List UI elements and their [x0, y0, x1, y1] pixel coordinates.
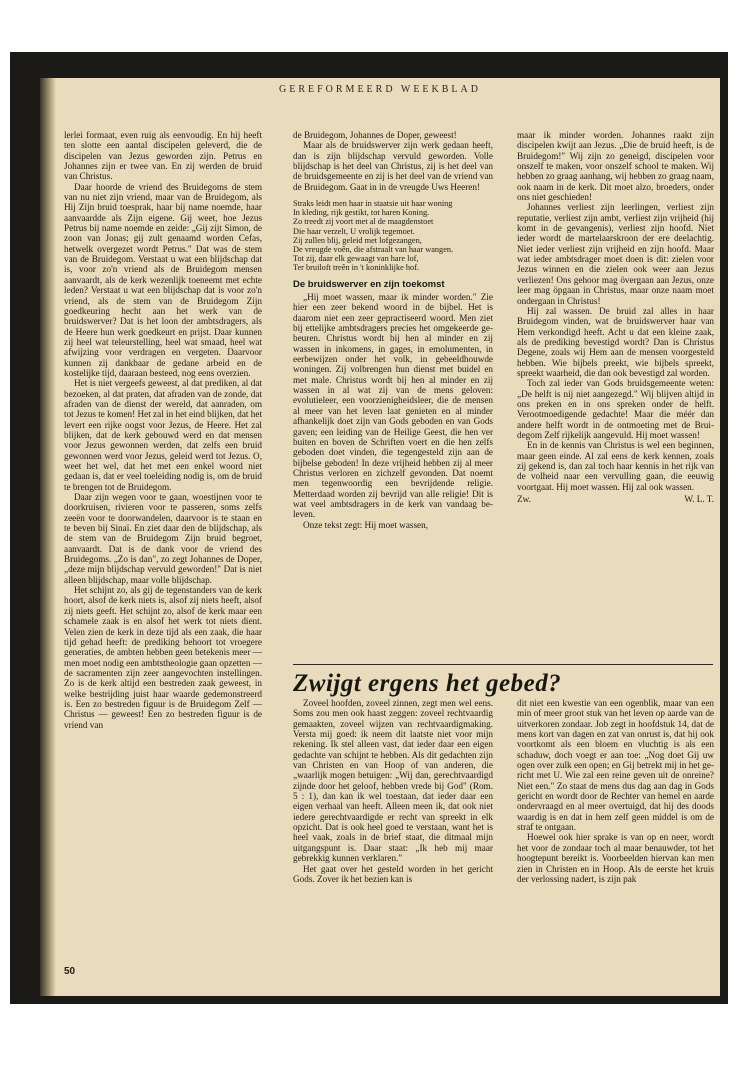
page-number: 50 [64, 966, 76, 977]
newspaper-page [40, 78, 720, 996]
paragraph: de Bruidegom, Johannes de Doper, geweest! [293, 130, 457, 140]
paragraph: Daar zijn wegen voor te gaan, woestijnen voor te doorkruisen, rivieren voor te passeren, soms zelfs zeeën voor te doorwandelen, daarvoor is te staan en te beven bij Sinaï. En ziet daar den de blijdschap, als de stem van de Bruidegom Zijn bruid begroet, aanvaardt. Dat is de dank voor de vriend des Bruidegoms. „Zo is dan", zo zegt Johannes de Doper, „deze mijn blijdschap vervuld geworden!" Dat is niet alleen blijdschap, maar volle blijdschap. [64, 492, 262, 585]
column-2-top [293, 130, 493, 530]
paragraph: Daar hoorde de vriend des Bruidegoms de stem van nu niet zijn vriend, maar van de Bruidegom, als Hij Zijn bruid toesprak, haar bij name noemde, haar aanvaardde als Zijn eigene. Gij weet, hoe Jezus Petrus bij name noemde en zeide: „Gij zijt Simon, de zoon van Jonas; gij zult genaamd worden Cefas, hetwelk overgezet wordt Petrus." Dat was de stem van de Bruidegom. Verstaat u wat een blijdschap dat is, voor zo'n vriend als de Bruidegom mensen aanvaardt, als de kerk wezenlijk toeneemt met echte leden? Verstaat u wat een blijdschap dat is voor zo'n vriend, als de stem van de Bruidegom Zijn goedkeuring hecht aan het werk van de bruidswerver? Dat is het loon der ambtsdragers, als de Heere hun werk goedkeurt en prijst. Daar kunnen zij heel wat teleurstelling, heel wat smaad, heel wat afwijzing voor verdragen en vergeten. Daarvoor kunnen zij dankbaar de gedane arbeid en de kostelijke tijd, daaraan besteed, nog eens overzien. [64, 181, 262, 378]
poem-line: Zo treedt zij voort met al de maagdenstoet [293, 217, 434, 227]
signature-place: Zw. [517, 494, 531, 505]
paragraph: Het is niet vergeefs geweest, al dat prediken, al dat bezoeken, al dat praten, dat afraden van de zonde, dat afraden van de dienst der wereld, dat aanraden, om tot Jezus te komen! Het zal in het eind blijken, dat het levert een rijke oogst voor Jezus, de Heere. Het zal blijken, dat de kerk gebouwd werd en dat mensen voor Jezus gewonnen werden, dat zelfs een bruid gewonnen werd voor Jezus, geleid werd tot Jezus. O, weet het wel, dat het met een enkel woord niet gedaan is, dat er veel toeleiding nodig is, om de bruid te brengen tot de Bruidegom. [64, 378, 262, 492]
paragraph: En in de kennis van Christus is wel een beginnen, maar geen einde. Al zal eens de kerk kennen, zoals zij gekend is, dan zal toch haar kennis in het rijk van de volheid naar een vervulling gaan, die eeuwig voortgaat. Hij moet wassen. Hij zal ook wassen. [517, 440, 714, 492]
poem-line: Zij zullen blij, geleid met lofgezangen, [293, 235, 422, 245]
paragraph: Hij zal wassen. De bruid zal alles in haar Bruidegom vinden, wat de bruidswerver haar van Hem verkondigd heeft. Acht u dat een kleine zaak, als de prediking bevestigd wordt? Dan is Christus Degene, zoals wij Hem aan de mensen voorgesteld hebben. Wie bijbels preekt, wie bijbels spreekt, spreekt waarheid, die dan ook bevestigd zal worden. [517, 305, 714, 378]
paragraph: Toch zal ieder van Gods bruidsgemeente weten: „De helft is nij niet aangezegd." Wij blijven altijd in ons preken en in ons spreken onder de helft. Verootmoedigende gedachte! Maar die méér dan andere helft wordt in de ontmoeting met de Bruidegom Zelf rijkelijk aangevuld. Hij moet wassen! [517, 378, 714, 440]
poem-line: Die haar verzelt, U vrolijk tegemoet. [293, 226, 415, 236]
section-subheading: De bruidswerver en zijn toekomst [293, 278, 445, 290]
article-title: Zwijgt ergens het gebed? [293, 670, 562, 697]
article-divider [293, 664, 713, 665]
paragraph: lerlei formaat, even ruig als eenvoudig. En hij heeft ten slotte een aantal discipelen geleverd, die de discipelen van Jezus geworden zijn. Petrus en Johannes zijn er twee van. En zij werden de bruid van Christus. [64, 130, 262, 182]
column-3-bottom [517, 698, 714, 884]
column-3-top [517, 130, 714, 504]
poem-line: Tot zij, daar elk gewaagt van hare lof, [293, 254, 419, 264]
paragraph: dit niet een kwestie van een ogenblik, maar van een min of meer groot stuk van het leven op aarde van de uitverkoren zondaar. Job zegt in hoofdstuk 14, dat de mens kort van dagen en zat van onrust is, dat hij ook voortkomt als een bloem en vluchtig is als een schaduw, doch voegt er aan toe: „Nog doet Gij uw ogen over zulk een open; en Gij betrekt mij in het gericht met U. Wie zal een reine geven uit de onreine? Niet een." Zo staat de mens dus dag aan dag in Gods gericht en wordt door de Rechter van hemel en aarde ondervraagd en al meer overtuigd, dat hij des doods waardig is en dat in hem zelf geen middel is om de straf te ontgaan. [517, 698, 714, 833]
poem-line: Ter bruiloft treên in 't koninklijke hof. [293, 263, 420, 273]
column-1 [64, 130, 262, 990]
paragraph: Johannes verliest zijn leerlingen, verliest zijn reputatie, verliest zijn ambt, verliest zijn vrijheid (hij komt in de gevangenis), verliest zijn hoofd. Niet ieder wordt de martelaarskroon der ere deelachtig. Niet ieder verliest zijn vrijheid en zijn hoofd. Maar wat ieder ambtsdrager moet doen is dit: zielen voor Jezus winnen en die zielen ook weer aan Jezus verliezen! Ons gehoor mag övergaan aan Jezus, onze leer mag öpgaan in Christus, maar onze naam moet ondergaan in Christus! [517, 202, 714, 306]
poem-stanza [293, 199, 493, 273]
paragraph: Het schijnt zo, als gij de tegenstanders van de kerk hoort, alsof de kerk niets is, alsof zij niets heeft, alsof zij niets geeft. Het schijnt zo, alsof de kerk maar een schamele zaak is en alsof het werk tot niets dient. Velen zien de kerk in deze tijd als een zaak, die haar tijd gehad heeft: de prediking behoort tot vroegere generaties, de ambten hebben geen betekenis meer — men moet nodig een ambtstheologie gaan opzetten — de sacramenten zijn zeer aangevochten instellingen. Zo is de kerk altijd een bestreden zaak geweest, in welke bestrijding juist haar waarde gedemonstreerd is. Een zo bestreden figuur is de Bruidegom Zelf — Christus — geweest! Een zo bestreden figuur is de vriend van [64, 585, 262, 730]
column-2-bottom [293, 698, 493, 884]
paragraph: Zoveel hoofden, zoveel zinnen, zegt men wel eens. Soms zou men ook haast zeggen: zoveel rechtvaardig gemaakten, zoveel wijzen van rechtvaardigmaking. Versta mij goed: ik neem dit laatste niet voor mijn rekening. Ik stel alleen vast, dat ieder daar een eigen gedachte van schijnt te hebben. Als dit gedachten zijn van Christen en van Hoop of van anderen, die „waarlijk mogen betuigen: „Wij dan, gerechtvaardigd zijnde door het geloof, hebben vrede bij God" (Rom. 5 : 1), dan kan ik wel toestaan, dat ieder daar een eigen verhaal van heeft. Alleen meen ik, dat ook niet iedere gerechtvaardigde er recht van spreekt in elk opzicht. Dat is ook heel goed te verstaan, want het is heel vaak, zoals in de brief staat, die ditmaal mijn uitgangspunt is. Daar staat: „Ik heb mij maar gebrekkig kunnen verklaren." [293, 698, 493, 864]
signature-initials: W. L. T. [684, 494, 714, 505]
paragraph: Onze tekst zegt: Hij moet wassen, [303, 519, 429, 530]
running-header: GEREFORMEERD WEEKBLAD [279, 84, 481, 95]
paragraph: Het gaat over het gesteld worden in het gericht Gods. Zover ik het bezien kan is [293, 863, 493, 884]
paragraph: Hoewel ook hier sprake is van op en neer, wordt het voor de zondaar toch al maar benauwder, tot het hoogtepunt bereikt is. Voorbeelden hiervan kan men zien in Christen en in Hoop. Als de eerste het kruis der verlossing nadert, is zijn pak [517, 832, 714, 884]
paragraph: maar ik minder worden. Johannes raakt zijn discipelen kwijt aan Jezus. „Die de bruid heeft, is de Bruidegom!" Wij zijn zo geneigd, discipelen voor onszelf te maken, voor onszelf school te maken. Wij hebben zo graag aanhang, wij hebben zo graag naam, ook naam in de kerk. Dit moet alzo, broeders, onder ons niet geschieden! [517, 130, 714, 203]
poem-line: De vreugde voên, die afstraalt van haar wangen. [293, 245, 454, 255]
poem-line: In kleding, rijk gestikt, tot haren Koning. [293, 208, 430, 218]
paragraph: Maar als de bruidswerver zijn werk gedaan heeft, dan is zijn blijdschap vervuld geworden. Volle blijdschap is het deel van Christus, zij is het deel van de bruidsgemeente en zij is het deel van de vriend van de Bruidegom. Gaat in in de vreugde Uws Heeren! [293, 140, 493, 192]
paragraph: „Hij moet wassen, maar ik minder worden." Zie hier een zeer bekend woord in de bijbel. Het is daarom niet een zeer gepractiseerd woord. Men ziet bij ettelijke ambtsdragers precies het omgekeerde gebeuren. Christus wordt bij hen al minder en zij wassen in inkomens, in gages, in emolumenten, in eerbewijzen onder het volk, in gebeeldhouwde woningen. Zij volbrengen hun dienst met buidel en met male. Christus wordt bij hen al minder en zij wassen in al wat zij van de mens geloven: evolutieleer, een voorzienigheidsleer, die de mensen al meer van het leven laat genieten en al minder afhankelijk doet zijn van Gods geboden en van Gods gaven; een leiding van de Heilige Geest, die hen ver buiten en boven de Schriften voert en die hen zelfs geboden doet vinden, die tegengesteld zijn aan de bijbelse geboden! In deze vrijheid hebben zij al meer Christus verloren en zichzelf gevonden. Dat noemt men tegenwoordig een bevrijdende religie. Metterdaad worden zij bevrijd van alle religie! Dit is wat veel ambtsdragers in de kerk van vandaag beleven. [293, 292, 493, 520]
poem-line: Straks leidt men haar in staatsie uit haar woning [293, 199, 453, 209]
signature [517, 494, 714, 504]
